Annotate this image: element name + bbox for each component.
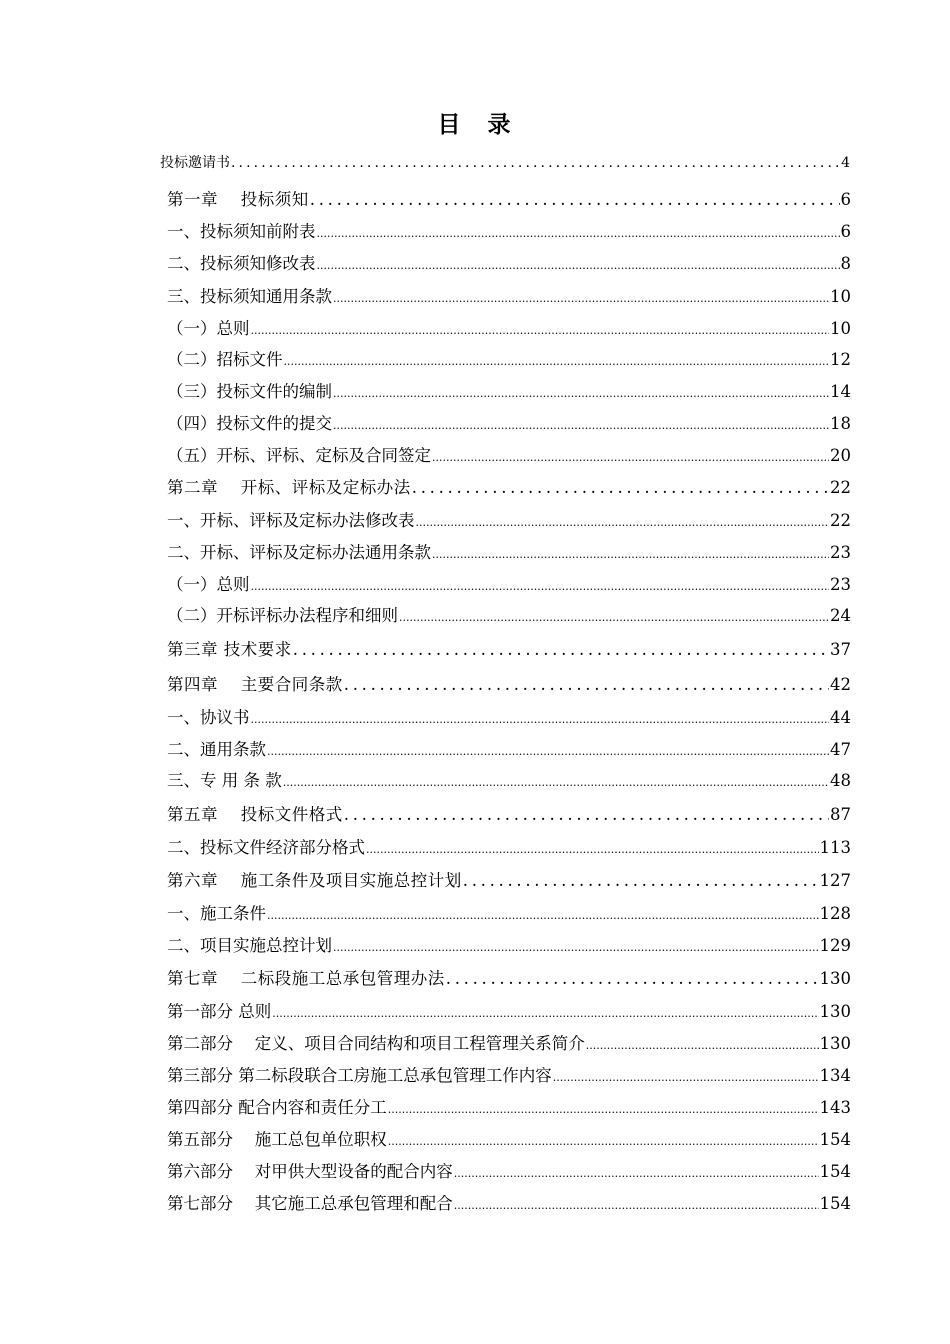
toc-entry[interactable] <box>167 571 851 595</box>
toc-entry-label: 一、施工条件 <box>167 904 266 923</box>
toc-dot-leader <box>399 611 829 624</box>
toc-entry[interactable] <box>167 1062 851 1086</box>
toc-entry-label: 三、专 用 条 款 <box>167 771 282 790</box>
toc-entry-page-number: 154 <box>819 1162 851 1181</box>
toc-dot-leader <box>366 843 819 856</box>
toc-entry-label: 一、协议书 <box>167 708 250 727</box>
toc-entry-page-number: 87 <box>830 805 851 824</box>
toc-entry-page-number: 8 <box>840 254 851 273</box>
toc-entry-page-number: 130 <box>819 1034 851 1053</box>
toc-entry-label: （五）开标、评标、定标及合同签定 <box>167 446 431 465</box>
toc-entry-label: 第五章 投标文件格式 <box>167 805 343 824</box>
toc-entry[interactable] <box>167 474 851 498</box>
toc-entry-label: 第四部分 配合内容和责任分工 <box>167 1098 387 1117</box>
toc-entry-label: 第四章 主要合同条款 <box>167 675 343 694</box>
toc-entry-label: 第一部分 总则 <box>167 1002 272 1021</box>
toc-entry[interactable] <box>167 410 851 434</box>
toc-entry[interactable] <box>167 1094 851 1118</box>
toc-entry-page-number: 128 <box>819 904 851 923</box>
toc-dot-leader <box>388 1103 819 1116</box>
toc-dot-leader <box>283 776 829 789</box>
toc-entry-page-number: 154 <box>819 1194 851 1213</box>
toc-entry-page-number: 10 <box>830 319 851 338</box>
toc-entry[interactable] <box>167 801 851 825</box>
toc-dot-leader <box>317 227 840 240</box>
toc-entry-label: （四）投标文件的提交 <box>167 414 332 433</box>
toc-dot-leader <box>454 1167 819 1180</box>
toc-entry[interactable] <box>167 1190 851 1214</box>
toc-entry-page-number: 6 <box>840 190 851 209</box>
toc-entry-label: （二）招标文件 <box>167 350 283 369</box>
toc-entry[interactable] <box>167 186 851 210</box>
toc-entry-page-number: 130 <box>819 1002 851 1021</box>
toc-entry-page-number: 127 <box>819 871 851 890</box>
toc-entry-page-number: 42 <box>830 675 851 694</box>
toc-entry-page-number: 12 <box>830 350 851 369</box>
toc-entry-page-number: 18 <box>830 414 851 433</box>
toc-entry-page-number: 130 <box>819 969 851 988</box>
toc-entry[interactable] <box>167 704 851 728</box>
toc-entry-label: 一、开标、评标及定标办法修改表 <box>167 511 415 530</box>
toc-entry-page-number: 10 <box>830 287 851 306</box>
toc-entry[interactable] <box>167 965 851 989</box>
toc-entry-label: （一）总则 <box>167 319 250 338</box>
toc-entry[interactable] <box>167 932 851 956</box>
toc-entry[interactable] <box>167 1030 851 1054</box>
toc-entry[interactable] <box>167 507 851 531</box>
toc-entry-label: 一、投标须知前附表 <box>167 222 316 241</box>
toc-entry-page-number: 44 <box>830 708 851 727</box>
toc-dot-leader <box>251 713 830 726</box>
toc-dot-leader <box>310 190 840 209</box>
toc-entry[interactable] <box>167 378 851 402</box>
toc-dot-leader <box>463 871 819 890</box>
toc-entry-page-number: 6 <box>840 222 851 241</box>
toc-dot-leader <box>432 548 829 561</box>
toc-entry-page-number: 24 <box>830 606 851 625</box>
toc-entry-label: 二、通用条款 <box>167 740 266 759</box>
toc-entry-page-number: 48 <box>830 771 851 790</box>
toc-dot-leader <box>272 1007 818 1020</box>
toc-entry-label: 第五部分 施工总包单位职权 <box>167 1130 387 1149</box>
toc-dot-leader <box>333 387 829 400</box>
toc-entry[interactable] <box>160 152 850 172</box>
toc-dot-leader <box>284 355 830 368</box>
toc-entry[interactable] <box>167 636 851 660</box>
page-title: 目 录 <box>437 111 513 138</box>
toc-entry-label: 第二部分 定义、项目合同结构和项目工程管理关系简介 <box>167 1034 585 1053</box>
toc-entry[interactable] <box>167 442 851 466</box>
toc-entry[interactable] <box>167 900 851 924</box>
toc-entry-label: 第七章 二标段施工总承包管理办法 <box>167 969 445 988</box>
toc-entry-label: 第三章 技术要求 <box>167 640 292 659</box>
toc-entry-page-number: 143 <box>819 1098 851 1117</box>
toc-dot-leader <box>344 805 829 824</box>
toc-entry[interactable] <box>167 283 851 307</box>
toc-dot-leader <box>333 292 829 305</box>
toc-entry[interactable] <box>167 736 851 760</box>
toc-dot-leader <box>412 478 829 497</box>
toc-dot-leader <box>267 745 829 758</box>
toc-entry-label: （一）总则 <box>167 575 250 594</box>
toc-entry[interactable] <box>167 867 851 891</box>
toc-entry-page-number: 129 <box>819 936 851 955</box>
toc-entry-page-number: 14 <box>830 382 851 401</box>
toc-entry[interactable] <box>167 671 851 695</box>
toc-entry-page-number: 154 <box>819 1130 851 1149</box>
toc-entry-page-number: 23 <box>830 575 851 594</box>
toc-dot-leader <box>251 324 830 337</box>
toc-entry-label: 二、投标须知修改表 <box>167 254 316 273</box>
toc-dot-leader <box>267 909 819 922</box>
toc-dot-leader <box>333 419 829 432</box>
toc-dot-leader <box>553 1071 819 1084</box>
toc-dot-leader <box>432 451 829 464</box>
toc-dot-leader <box>333 941 819 954</box>
toc-entry-page-number: 22 <box>830 478 851 497</box>
toc-entry-label: 第三部分 第二标段联合工房施工总承包管理工作内容 <box>167 1066 552 1085</box>
toc-entry-page-number: 37 <box>830 640 851 659</box>
toc-entry-page-number: 23 <box>830 543 851 562</box>
toc-entry-page-number: 113 <box>819 838 851 857</box>
toc-entry[interactable] <box>167 315 851 339</box>
toc-entry-page-number: 22 <box>830 511 851 530</box>
toc-dot-leader <box>388 1135 819 1148</box>
toc-entry-label: 第六章 施工条件及项目实施总控计划 <box>167 871 462 890</box>
toc-dot-leader <box>231 155 840 171</box>
toc-entry-label: 第一章 投标须知 <box>167 190 309 209</box>
toc-entry-page-number: 4 <box>841 155 850 171</box>
toc-dot-leader <box>293 640 829 659</box>
toc-entry[interactable] <box>167 539 851 563</box>
toc-entry[interactable] <box>167 250 851 274</box>
toc-entry-label: 二、项目实施总控计划 <box>167 936 332 955</box>
toc-dot-leader <box>446 969 819 988</box>
toc-entry-label: 二、开标、评标及定标办法通用条款 <box>167 543 431 562</box>
toc-entry-page-number: 134 <box>819 1066 851 1085</box>
toc-entry[interactable] <box>167 767 851 791</box>
toc-entry-page-number: 20 <box>830 446 851 465</box>
toc-entry-label: 二、投标文件经济部分格式 <box>167 838 365 857</box>
toc-dot-leader <box>586 1039 819 1052</box>
toc-entry-label: 第七部分 其它施工总承包管理和配合 <box>167 1194 453 1213</box>
toc-entry[interactable] <box>167 218 851 242</box>
toc-dot-leader <box>317 259 840 272</box>
toc-entry[interactable] <box>167 346 851 370</box>
toc-entry-label: （二）开标评标办法程序和细则 <box>167 606 398 625</box>
toc-entry[interactable] <box>167 834 851 858</box>
toc-dot-leader <box>251 580 830 593</box>
toc-entry[interactable] <box>167 1126 851 1150</box>
toc-entry-label: 三、投标须知通用条款 <box>167 287 332 306</box>
toc-entry[interactable] <box>167 998 851 1022</box>
toc-dot-leader <box>344 675 829 694</box>
toc-entry-label: 第六部分 对甲供大型设备的配合内容 <box>167 1162 453 1181</box>
toc-entry-page-number: 47 <box>830 740 851 759</box>
toc-entry[interactable] <box>167 1158 851 1182</box>
toc-dot-leader <box>416 516 830 529</box>
toc-entry-label: （三）投标文件的编制 <box>167 382 332 401</box>
toc-dot-leader <box>454 1199 819 1212</box>
toc-entry-label: 投标邀请书 <box>160 155 230 171</box>
toc-entry[interactable] <box>167 602 851 626</box>
toc-entry-label: 第二章 开标、评标及定标办法 <box>167 478 411 497</box>
